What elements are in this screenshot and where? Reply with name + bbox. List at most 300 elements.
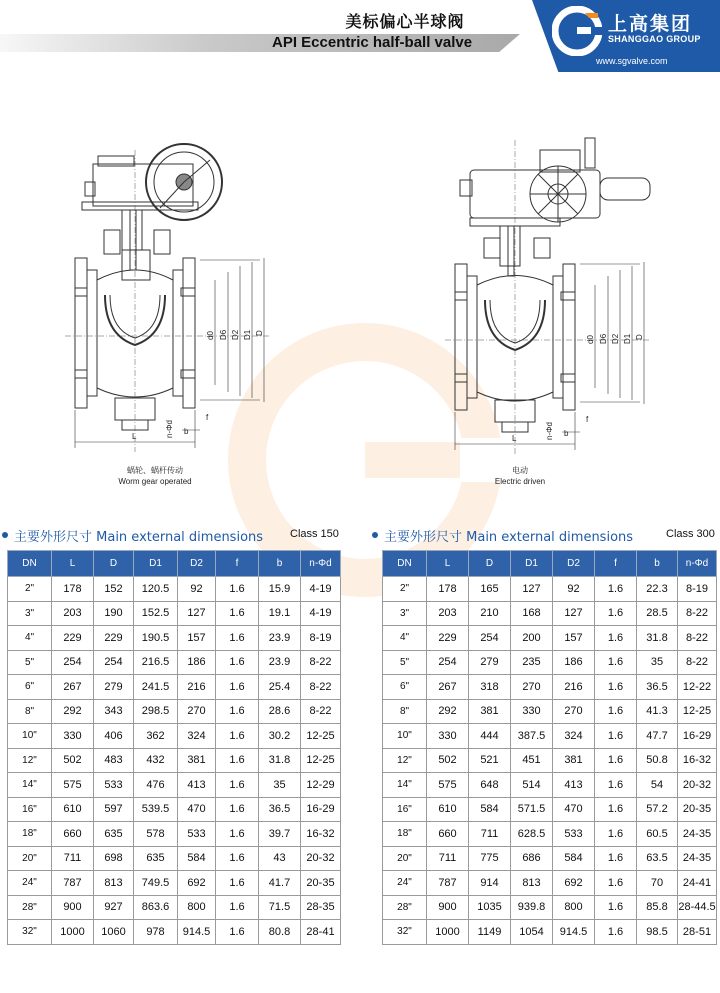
table-cell: 32" (383, 920, 427, 945)
table-cell: 92 (178, 577, 216, 602)
table-cell: 16" (8, 797, 52, 822)
table-cell: 914 (469, 871, 511, 896)
section-title: 主要外形尺寸 Main external dimensions (384, 529, 634, 545)
dim-label-d0: d0 (586, 335, 595, 344)
table-row (383, 871, 717, 896)
dimensions-table-class300 (382, 550, 717, 945)
caption-right (460, 465, 580, 487)
table-cell: 36.5 (259, 797, 301, 822)
table-cell: 635 (134, 846, 178, 871)
table-cell: 1.6 (216, 601, 259, 626)
table-cell: 1.6 (216, 724, 259, 749)
dim-label-d1: D1 (623, 333, 632, 344)
table-cell: 6" (383, 675, 427, 700)
bullet-icon (2, 532, 8, 538)
table-cell: 914.5 (553, 920, 595, 945)
table-cell: 32" (8, 920, 52, 945)
table-cell: 3" (8, 601, 52, 626)
table-cell: 8-22 (301, 699, 341, 724)
table-cell: 8" (8, 699, 52, 724)
table-cell: 502 (52, 748, 94, 773)
table-cell: 190 (94, 601, 134, 626)
table-cell: 70 (637, 871, 678, 896)
table-cell: 927 (94, 895, 134, 920)
table-row (383, 822, 717, 847)
table-cell: 387.5 (511, 724, 553, 749)
table-cell: 10" (383, 724, 427, 749)
table-cell: 521 (469, 748, 511, 773)
table-cell: 16" (383, 797, 427, 822)
caption-right-en: Electric driven (494, 477, 546, 486)
table-cell: 57.2 (637, 797, 678, 822)
column-header: D (469, 551, 511, 577)
table-cell: 24-35 (678, 846, 717, 871)
table-cell: 127 (553, 601, 595, 626)
table-header-row (383, 551, 717, 577)
table-cell: 318 (469, 675, 511, 700)
table-cell: 23.9 (259, 650, 301, 675)
table-cell: 1.6 (595, 577, 637, 602)
table-cell: 19.1 (259, 601, 301, 626)
table-cell: 1.6 (595, 626, 637, 651)
table-cell: 1.6 (595, 797, 637, 822)
table-cell: 800 (178, 895, 216, 920)
table-cell: 660 (427, 822, 469, 847)
table-cell: 127 (511, 577, 553, 602)
table-cell: 279 (469, 650, 511, 675)
table-cell: 63.5 (637, 846, 678, 871)
table-row (8, 797, 341, 822)
table-cell: 1060 (94, 920, 134, 945)
table-cell: 1.6 (595, 920, 637, 945)
table-cell: 1.6 (595, 650, 637, 675)
table-cell: 800 (553, 895, 595, 920)
table-cell: 235 (511, 650, 553, 675)
table-cell: 12-25 (301, 748, 341, 773)
table-cell: 330 (427, 724, 469, 749)
table-cell: 4" (8, 626, 52, 651)
column-header: D2 (178, 551, 216, 577)
table-cell: 5" (383, 650, 427, 675)
caption-left-en: Worm gear operated (118, 477, 192, 486)
table-cell: 470 (178, 797, 216, 822)
column-header: n-Φd (301, 551, 341, 577)
table-cell: 324 (178, 724, 216, 749)
dim-label-d6: D6 (219, 329, 228, 340)
table-cell: 203 (52, 601, 94, 626)
table-cell: 28-44.5 (678, 895, 717, 920)
table-cell: 610 (52, 797, 94, 822)
table-cell: 20-32 (678, 773, 717, 798)
table-cell: 749.5 (134, 871, 178, 896)
table-cell: 444 (469, 724, 511, 749)
electric-valve-drawing (440, 130, 690, 460)
dim-label-d0: d0 (206, 331, 215, 340)
table-row (8, 699, 341, 724)
table-row (8, 650, 341, 675)
table-cell: 597 (94, 797, 134, 822)
table-cell: 900 (427, 895, 469, 920)
table-cell: 270 (553, 699, 595, 724)
table-cell: 30.2 (259, 724, 301, 749)
table-cell: 12-22 (678, 675, 717, 700)
table-cell: 1.6 (216, 699, 259, 724)
table-cell: 698 (94, 846, 134, 871)
table-cell: 8-22 (678, 626, 717, 651)
table-cell: 1.6 (595, 871, 637, 896)
dim-label-d2: D2 (611, 333, 620, 344)
table-cell: 4-19 (301, 577, 341, 602)
table-cell: 8-22 (678, 601, 717, 626)
website-link[interactable]: www.sgvalve.com (596, 56, 668, 66)
table-cell: 12-25 (301, 724, 341, 749)
table-cell: 610 (427, 797, 469, 822)
caption-left (95, 465, 215, 487)
table-cell: 939.8 (511, 895, 553, 920)
table-cell: 362 (134, 724, 178, 749)
table-row (383, 577, 717, 602)
table-cell: 8-22 (301, 675, 341, 700)
table-row (8, 822, 341, 847)
table-cell: 41.3 (637, 699, 678, 724)
page-title-cn: 美标偏心半球阀 (345, 12, 465, 31)
table-cell: 241.5 (134, 675, 178, 700)
table-cell: 254 (427, 650, 469, 675)
table-cell: 152.5 (134, 601, 178, 626)
table-row (8, 871, 341, 896)
table-cell: 254 (94, 650, 134, 675)
table-cell: 24" (383, 871, 427, 896)
table-row (8, 846, 341, 871)
column-header: f (216, 551, 259, 577)
column-header: n-Φd (678, 551, 717, 577)
table-cell: 267 (427, 675, 469, 700)
table-cell: 12-25 (678, 699, 717, 724)
table-cell: 165 (469, 577, 511, 602)
table-cell: 330 (511, 699, 553, 724)
table-row (383, 748, 717, 773)
table-cell: 1000 (52, 920, 94, 945)
dim-label-l: L (132, 432, 137, 441)
table-cell: 25.4 (259, 675, 301, 700)
table-cell: 539.5 (134, 797, 178, 822)
table-cell: 279 (94, 675, 134, 700)
table-cell: 20" (8, 846, 52, 871)
table-cell: 292 (52, 699, 94, 724)
table-cell: 483 (94, 748, 134, 773)
column-header: D1 (134, 551, 178, 577)
table-cell: 39.7 (259, 822, 301, 847)
table-cell: 24-35 (678, 822, 717, 847)
dim-label-f: f (206, 413, 209, 422)
table-cell: 190.5 (134, 626, 178, 651)
table-cell: 775 (469, 846, 511, 871)
table-row (383, 650, 717, 675)
table-cell: 28-51 (678, 920, 717, 945)
table-row (8, 601, 341, 626)
table-cell: 254 (469, 626, 511, 651)
table-cell: 1.6 (595, 724, 637, 749)
dim-label-f: f (586, 415, 589, 424)
table-cell: 692 (553, 871, 595, 896)
table-cell: 80.8 (259, 920, 301, 945)
table-cell: 692 (178, 871, 216, 896)
dim-label-l: L (512, 434, 517, 443)
table-cell: 863.6 (134, 895, 178, 920)
table-cell: 12" (383, 748, 427, 773)
table-cell: 270 (511, 675, 553, 700)
table-cell: 813 (94, 871, 134, 896)
table-row (383, 724, 717, 749)
table-cell: 3" (383, 601, 427, 626)
table-cell: 648 (469, 773, 511, 798)
table-cell: 711 (427, 846, 469, 871)
table-cell: 168 (511, 601, 553, 626)
table-cell: 178 (427, 577, 469, 602)
caption-right-cn: 电动 (512, 466, 528, 475)
table-cell: 157 (178, 626, 216, 651)
shanggao-logo-icon (552, 6, 602, 56)
dim-label-b: b (184, 427, 189, 436)
column-header: L (52, 551, 94, 577)
table-cell: 330 (52, 724, 94, 749)
table-cell: 28-41 (301, 920, 341, 945)
table-cell: 186 (178, 650, 216, 675)
class-label-300: Class 300 (666, 528, 715, 540)
column-header: f (595, 551, 637, 577)
table-cell: 1.6 (216, 748, 259, 773)
table-cell: 914.5 (178, 920, 216, 945)
table-cell: 35 (259, 773, 301, 798)
table-cell: 1.6 (216, 920, 259, 945)
table-cell: 575 (427, 773, 469, 798)
table-cell: 50.8 (637, 748, 678, 773)
table-cell: 120.5 (134, 577, 178, 602)
table-row (383, 797, 717, 822)
dim-label-nd: n-Φd (545, 422, 554, 440)
table-cell: 1.6 (216, 895, 259, 920)
dim-label-d2: D2 (231, 329, 240, 340)
table-cell: 15.9 (259, 577, 301, 602)
table-cell: 28.5 (637, 601, 678, 626)
table-cell: 14" (8, 773, 52, 798)
dim-label-d1: D1 (243, 329, 252, 340)
bullet-icon (372, 532, 378, 538)
table-cell: 22.3 (637, 577, 678, 602)
table-cell: 16-32 (678, 748, 717, 773)
table-cell: 1054 (511, 920, 553, 945)
table-cell: 571.5 (511, 797, 553, 822)
table-cell: 900 (52, 895, 94, 920)
table-cell: 978 (134, 920, 178, 945)
table-cell: 8" (383, 699, 427, 724)
table-cell: 4-19 (301, 601, 341, 626)
table-cell: 1.6 (216, 822, 259, 847)
table-cell: 20-35 (678, 797, 717, 822)
table-cell: 47.7 (637, 724, 678, 749)
table-cell: 502 (427, 748, 469, 773)
table-row (383, 601, 717, 626)
table-cell: 2" (383, 577, 427, 602)
column-header: L (427, 551, 469, 577)
table-cell: 18" (383, 822, 427, 847)
table-cell: 203 (427, 601, 469, 626)
table-cell: 578 (134, 822, 178, 847)
table-cell: 1.6 (216, 797, 259, 822)
table-cell: 216.5 (134, 650, 178, 675)
table-cell: 14" (383, 773, 427, 798)
table-cell: 413 (553, 773, 595, 798)
table-cell: 8-19 (301, 626, 341, 651)
table-cell: 20-35 (301, 871, 341, 896)
table-cell: 584 (178, 846, 216, 871)
column-header: D1 (511, 551, 553, 577)
table-cell: 1.6 (595, 846, 637, 871)
table-cell: 660 (52, 822, 94, 847)
dimensions-table-class150 (7, 550, 341, 945)
table-cell: 575 (52, 773, 94, 798)
dim-label-d: D (635, 334, 644, 340)
column-header: b (259, 551, 301, 577)
table-cell: 71.5 (259, 895, 301, 920)
table-cell: 686 (511, 846, 553, 871)
table-cell: 1.6 (595, 675, 637, 700)
table-cell: 8-22 (678, 650, 717, 675)
table-cell: 514 (511, 773, 553, 798)
table-cell: 16-29 (301, 797, 341, 822)
table-cell: 200 (511, 626, 553, 651)
table-cell: 711 (52, 846, 94, 871)
table-cell: 41.7 (259, 871, 301, 896)
table-cell: 6" (8, 675, 52, 700)
table-cell: 628.5 (511, 822, 553, 847)
table-cell: 711 (469, 822, 511, 847)
table-cell: 406 (94, 724, 134, 749)
table-cell: 60.5 (637, 822, 678, 847)
table-cell: 12" (8, 748, 52, 773)
table-cell: 36.5 (637, 675, 678, 700)
table-cell: 584 (469, 797, 511, 822)
table-cell: 298.5 (134, 699, 178, 724)
table-cell: 1.6 (595, 822, 637, 847)
table-cell: 54 (637, 773, 678, 798)
table-cell: 28" (383, 895, 427, 920)
table-cell: 381 (178, 748, 216, 773)
table-cell: 1.6 (216, 773, 259, 798)
table-cell: 16-29 (678, 724, 717, 749)
table-row (8, 920, 341, 945)
table-cell: 1.6 (595, 699, 637, 724)
table-cell: 1.6 (595, 748, 637, 773)
table-row (8, 577, 341, 602)
table-cell: 635 (94, 822, 134, 847)
column-header: D (94, 551, 134, 577)
logo-text-cn: 上高集团 (608, 13, 693, 35)
table-cell: 24-41 (678, 871, 717, 896)
table-cell: 533 (178, 822, 216, 847)
table-cell: 28.6 (259, 699, 301, 724)
table-cell: 23.9 (259, 626, 301, 651)
table-cell: 8-22 (301, 650, 341, 675)
table-cell: 229 (94, 626, 134, 651)
table-cell: 270 (178, 699, 216, 724)
table-cell: 216 (178, 675, 216, 700)
table-cell: 85.8 (637, 895, 678, 920)
table-cell: 432 (134, 748, 178, 773)
table-cell: 254 (52, 650, 94, 675)
table-cell: 1.6 (216, 650, 259, 675)
table-cell: 229 (427, 626, 469, 651)
table-cell: 476 (134, 773, 178, 798)
table-row (8, 724, 341, 749)
table-cell: 470 (553, 797, 595, 822)
table-row (383, 626, 717, 651)
table-cell: 20" (383, 846, 427, 871)
column-header: DN (383, 551, 427, 577)
table-cell: 787 (52, 871, 94, 896)
table-cell: 229 (52, 626, 94, 651)
table-cell: 1.6 (216, 675, 259, 700)
table-cell: 152 (94, 577, 134, 602)
table-row (383, 846, 717, 871)
class-label-150: Class 150 (290, 528, 339, 540)
table-row (8, 895, 341, 920)
table-cell: 381 (553, 748, 595, 773)
table-cell: 8-19 (678, 577, 717, 602)
table-cell: 2" (8, 577, 52, 602)
page-title-en: API Eccentric half-ball valve (272, 34, 473, 51)
table-cell: 267 (52, 675, 94, 700)
table-row (8, 626, 341, 651)
table-cell: 343 (94, 699, 134, 724)
table-cell: 787 (427, 871, 469, 896)
table-cell: 1035 (469, 895, 511, 920)
table-row (383, 675, 717, 700)
table-cell: 24" (8, 871, 52, 896)
table-cell: 292 (427, 699, 469, 724)
worm-gear-valve-drawing (60, 130, 310, 460)
table-cell: 5" (8, 650, 52, 675)
table-cell: 216 (553, 675, 595, 700)
table-cell: 35 (637, 650, 678, 675)
table-cell: 10" (8, 724, 52, 749)
table-cell: 18" (8, 822, 52, 847)
section-heading-class300 (372, 526, 633, 544)
table-row (383, 895, 717, 920)
table-row (383, 920, 717, 945)
dim-label-d: D (255, 330, 264, 336)
table-cell: 324 (553, 724, 595, 749)
section-title: 主要外形尺寸 Main external dimensions (14, 529, 264, 545)
table-cell: 1.6 (595, 773, 637, 798)
table-cell: 1000 (427, 920, 469, 945)
table-cell: 157 (553, 626, 595, 651)
table-cell: 178 (52, 577, 94, 602)
dim-label-b: b (564, 429, 569, 438)
table-cell: 16-32 (301, 822, 341, 847)
table-cell: 4" (383, 626, 427, 651)
table-cell: 381 (469, 699, 511, 724)
table-cell: 1.6 (216, 577, 259, 602)
table-row (383, 773, 717, 798)
logo-text-en: SHANGGAO GROUP (608, 34, 701, 44)
table-cell: 813 (511, 871, 553, 896)
table-cell: 584 (553, 846, 595, 871)
table-cell: 210 (469, 601, 511, 626)
section-heading-class150 (2, 526, 263, 544)
table-cell: 1.6 (595, 601, 637, 626)
table-cell: 43 (259, 846, 301, 871)
